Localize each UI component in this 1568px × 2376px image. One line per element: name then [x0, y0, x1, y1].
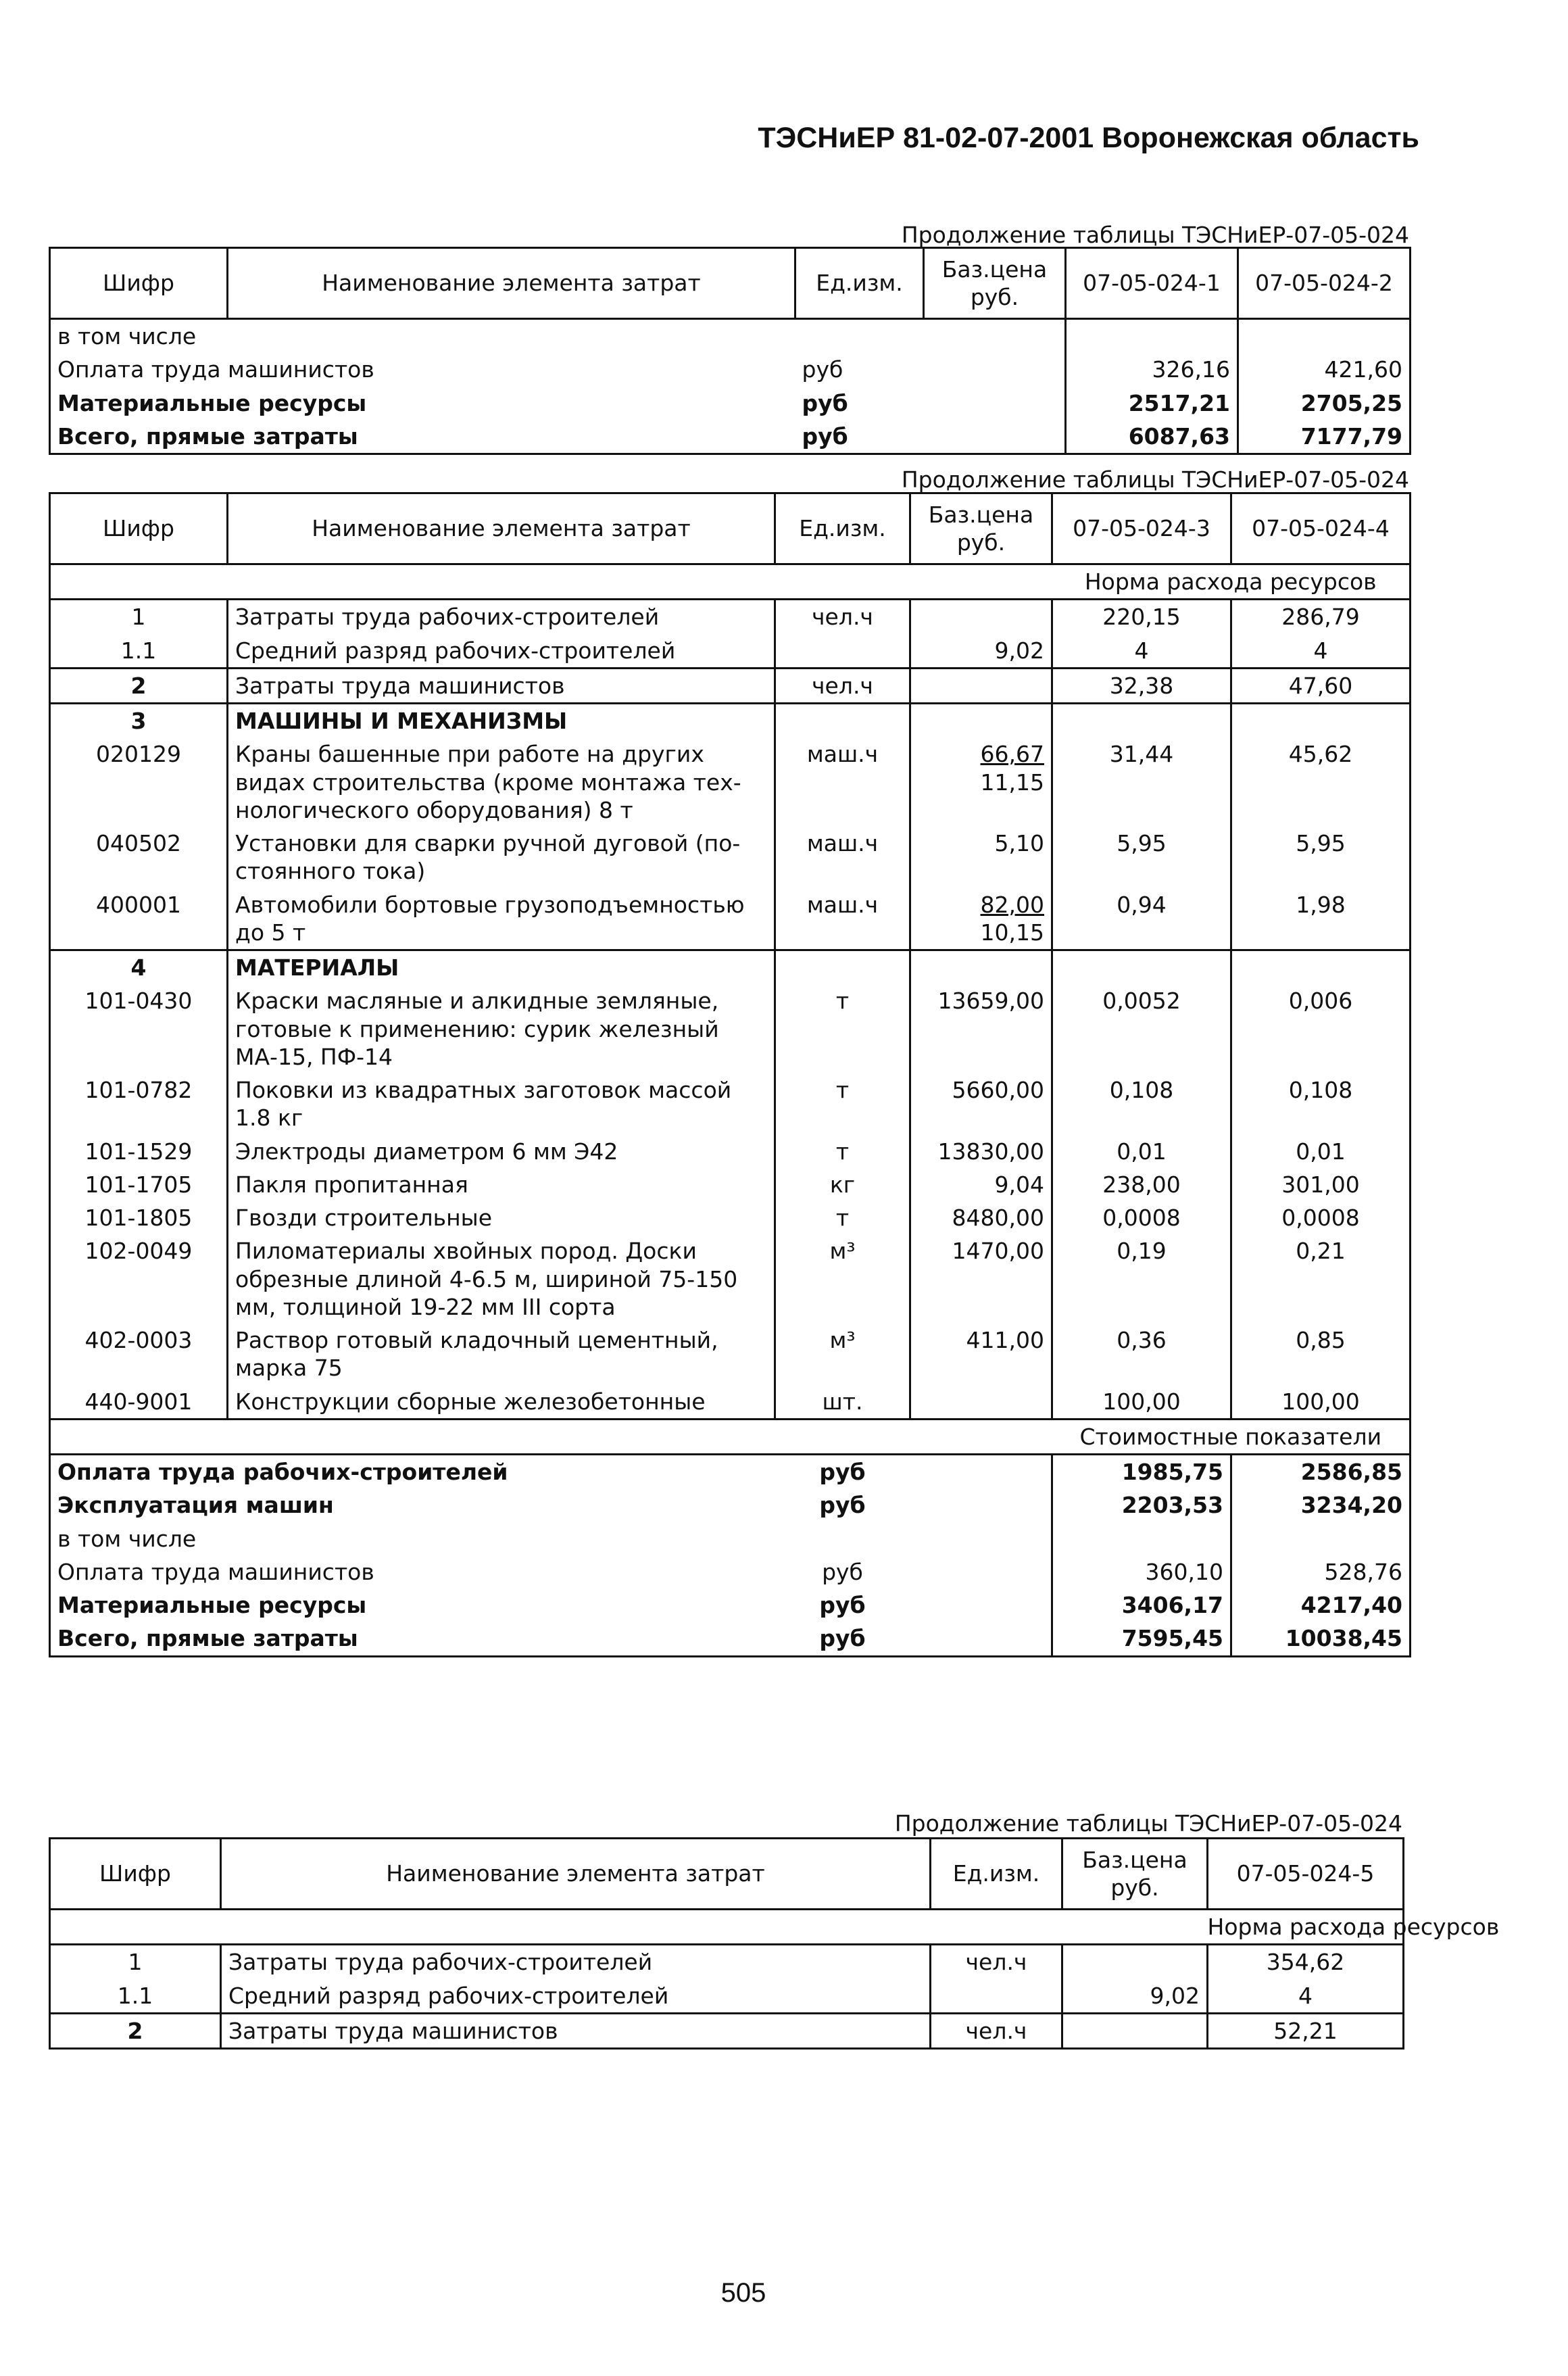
- col-header-unit: Ед.изм.: [931, 1839, 1062, 1910]
- table-row: 400001 Автомобили бортовые грузоподъемностью до 5 т маш.ч 82,00 10,15 0,94 1,98: [50, 888, 1411, 950]
- table-row: 020129 Краны башенные при работе на других видах строительства (кроме монтажа тех-нологического оборудования) 8 т маш.ч 66,67 11,15 31,44 45,62: [50, 737, 1411, 827]
- table-row: 1.1 Средний разряд рабочих-строителей 9,02 4: [50, 1979, 1404, 2014]
- table-row: 440-9001 Конструкции сборные железобетонные шт. 100,00 100,00: [50, 1385, 1411, 1420]
- table-row: 040502 Установки для сварки ручной дуговой (по-стоянного тока) маш.ч 5,10 5,95 5,95: [50, 827, 1411, 888]
- cost-row: Всего, прямые затраты руб 7595,45 10038,45: [50, 1622, 1411, 1656]
- table-row: 2 Затраты труда машинистов чел.ч 32,38 47,60: [50, 668, 1411, 703]
- col-header-price: Баз.цена руб.: [1062, 1839, 1208, 1910]
- table-row: 101-1529 Электроды диаметром 6 мм Э42 т 13830,00 0,01 0,01: [50, 1135, 1411, 1168]
- col-header-unit: Ед.изм.: [795, 248, 924, 319]
- col-header-name: Наименование элемента затрат: [221, 1839, 931, 1910]
- col-header-unit: Ед.изм.: [775, 493, 910, 564]
- table-row: 402-0003 Раствор готовый кладочный цементный, марка 75 м³ 411,00 0,36 0,85: [50, 1324, 1411, 1385]
- norm-label-row: [50, 1910, 1404, 1945]
- table-row: 2 Затраты труда машинистов чел.ч 52,21: [50, 2013, 1404, 2048]
- table-row: 1.1 Средний разряд рабочих-строителей 9,02 4 4: [50, 634, 1411, 669]
- table-row: в том числе: [50, 319, 1411, 354]
- document-header: ТЭСНиЕР 81-02-07-2001 Воронежская область: [758, 122, 1419, 154]
- cost-label: Стоимостные показатели: [1052, 1419, 1411, 1454]
- table-row: Материальные ресурсы руб 2517,21 2705,25: [50, 387, 1411, 420]
- table-row: Всего, прямые затраты руб 6087,63 7177,79: [50, 420, 1411, 454]
- norm-label: Норма расхода ресурсов: [1052, 564, 1411, 600]
- table-1-caption: Продолжение таблицы ТЭСНиЕР-07-05-024: [901, 222, 1409, 248]
- table-row: Оплата труда машинистов руб 326,16 421,60: [50, 353, 1411, 386]
- cost-row: Материальные ресурсы руб 3406,17 4217,40: [50, 1589, 1411, 1622]
- cost-row: Эксплуатация машин руб 2203,53 3234,20: [50, 1488, 1411, 1522]
- table-3-caption: Продолжение таблицы ТЭСНиЕР-07-05-024: [894, 1810, 1402, 1837]
- cost-row: Оплата труда машинистов руб 360,10 528,76: [50, 1555, 1411, 1589]
- col-header-07-05-024-2: 07-05-024-2: [1238, 248, 1411, 319]
- table-row: 101-0782 Поковки из квадратных заготовок массой 1.8 кг т 5660,00 0,108 0,108: [50, 1073, 1411, 1135]
- col-header-07-05-024-5: 07-05-024-5: [1208, 1839, 1404, 1910]
- col-header-code: Шифр: [50, 493, 228, 564]
- col-header-code: Шифр: [50, 248, 228, 319]
- table-row: 1 Затраты труда рабочих-строителей чел.ч 354,62: [50, 1945, 1404, 1979]
- section-row: 4 МАТЕРИАЛЫ: [50, 950, 1411, 985]
- table-row: 101-1805 Гвозди строительные т 8480,00 0,0008 0,0008: [50, 1201, 1411, 1234]
- norm-label: Норма расхода ресурсов: [1208, 1910, 1404, 1945]
- table-2: [49, 492, 1411, 1657]
- cost-row: Оплата труда рабочих-строителей руб 1985,75 2586,85: [50, 1455, 1411, 1489]
- table-3: [49, 1837, 1500, 2050]
- norm-label-row: [50, 564, 1411, 600]
- col-header-code: Шифр: [50, 1839, 221, 1910]
- col-header-07-05-024-3: 07-05-024-3: [1052, 493, 1231, 564]
- col-header-07-05-024-1: 07-05-024-1: [1066, 248, 1238, 319]
- table-row: 102-0049 Пиломатериалы хвойных пород. Доски обрезные длиной 4-6.5 м, шириной 75-150 мм, толщиной 19-22 мм III сорта м³ 1470,00 0,19 0,21: [50, 1234, 1411, 1324]
- table-row: 1 Затраты труда рабочих-строителей чел.ч 220,15 286,79: [50, 600, 1411, 634]
- table-row: 101-0430 Краски масляные и алкидные земляные, готовые к применению: сурик железный МА-15, ПФ-14 т 13659,00 0,0052 0,006: [50, 984, 1411, 1073]
- page-number: 505: [720, 2278, 766, 2308]
- table-row: 101-1705 Пакля пропитанная кг 9,04 238,00 301,00: [50, 1168, 1411, 1201]
- col-header-name: Наименование элемента затрат: [228, 493, 775, 564]
- table-2-caption: Продолжение таблицы ТЭСНиЕР-07-05-024: [901, 466, 1409, 493]
- col-header-price: Баз.цена руб.: [924, 248, 1066, 319]
- section-row: 3 МАШИНЫ И МЕХАНИЗМЫ: [50, 704, 1411, 738]
- cost-row: в том числе: [50, 1522, 1411, 1555]
- col-header-07-05-024-4: 07-05-024-4: [1231, 493, 1411, 564]
- table-1: [49, 247, 1411, 455]
- col-header-name: Наименование элемента затрат: [228, 248, 795, 319]
- col-header-price: Баз.цена руб.: [910, 493, 1052, 564]
- cost-label-row: [50, 1419, 1411, 1454]
